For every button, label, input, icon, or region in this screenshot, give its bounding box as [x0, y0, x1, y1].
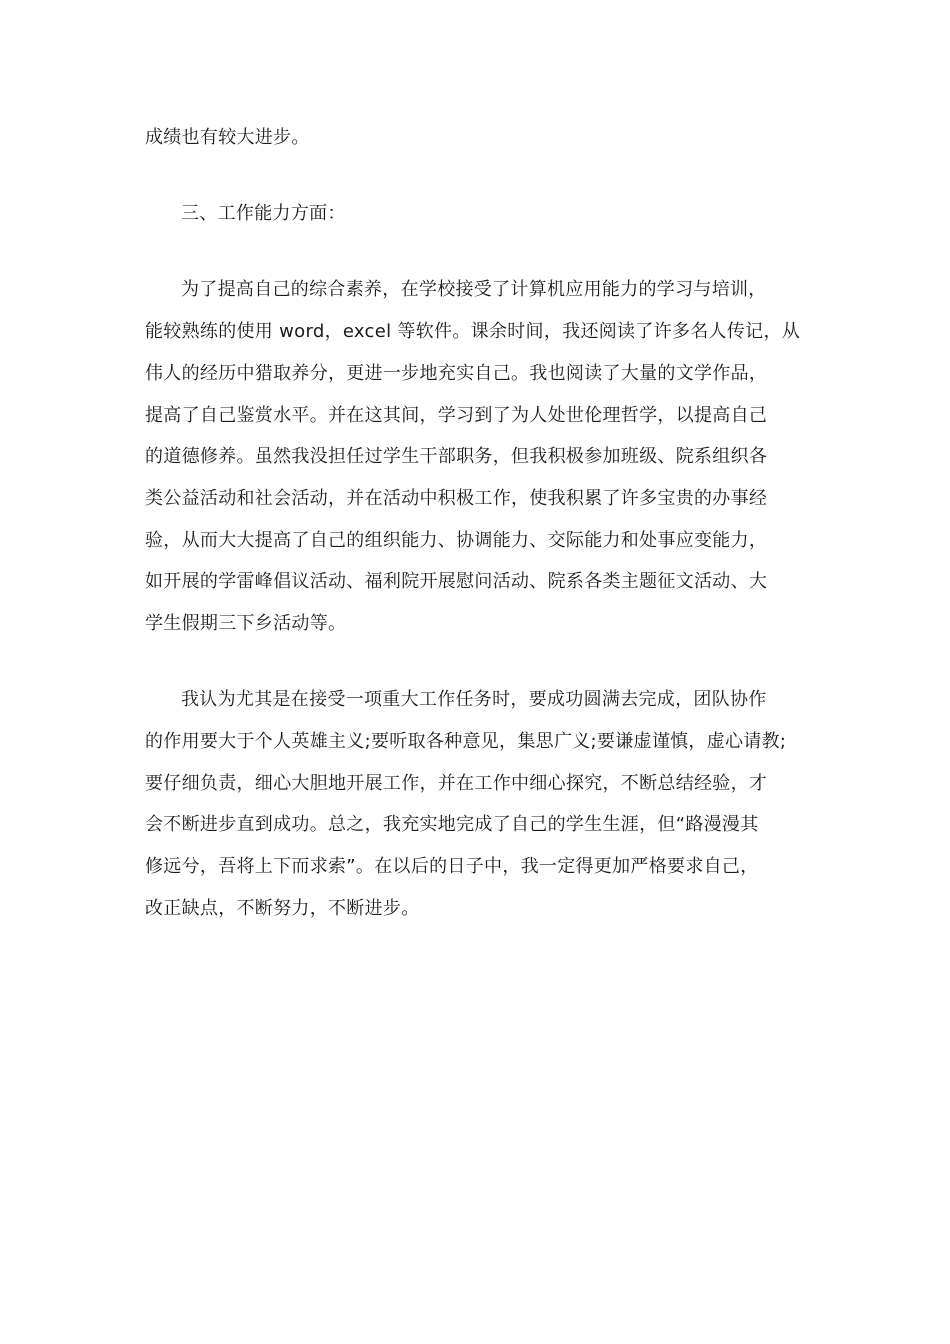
paragraph-line: 改正缺点，不断努力，不断进步。 [145, 898, 420, 919]
paragraph-line: 伟人的经历中猎取养分，更进一步地充实自己。我也阅读了大量的文学作品， [145, 363, 768, 384]
paragraph-line: 成绩也有较大进步。 [145, 127, 310, 148]
paragraph-line: 如开展的学雷峰倡议活动、福利院开展慰问活动、院系各类主题征文活动、大 [145, 571, 768, 592]
paragraph-line: 验，从而大大提高了自己的组织能力、协调能力、交际能力和处事应变能力， [145, 530, 768, 551]
paragraph-line: 的作用要大于个人英雄主义;要听取各种意见，集思广义;要谦虚谨慎，虚心请教; [145, 731, 787, 752]
paragraph-line: 我认为尤其是在接受一项重大工作任务时，要成功圆满去完成，团队协作 [181, 689, 767, 710]
paragraph-line: 能较熟练的使用 word，excel 等软件。课余时间，我还阅读了许多名人传记，从 [145, 321, 801, 342]
paragraph-line: 提高了自己鉴赏水平。并在这其间，学习到了为人处世伦理哲学，以提高自己 [145, 405, 768, 426]
paragraph-line: 要仔细负责，细心大胆地开展工作，并在工作中细心探究，不断总结经验，才 [145, 773, 768, 794]
section-heading: 三、工作能力方面： [181, 203, 346, 224]
paragraph-line: 修远兮，吾将上下而求索”。在以后的日子中，我一定得更加严格要求自己， [145, 856, 759, 877]
paragraph-line: 类公益活动和社会活动，并在活动中积极工作，使我积累了许多宝贵的办事经 [145, 488, 768, 509]
paragraph-line: 为了提高自己的综合素养，在学校接受了计算机应用能力的学习与培训， [181, 279, 767, 300]
paragraph-line: 的道德修养。虽然我没担任过学生干部职务，但我积极参加班级、院系组织各 [145, 446, 768, 467]
paragraph-line: 学生假期三下乡活动等。 [145, 613, 347, 634]
paragraph-line: 会不断进步直到成功。总之，我充实地完成了自己的学生生涯，但“路漫漫其 [145, 814, 759, 835]
